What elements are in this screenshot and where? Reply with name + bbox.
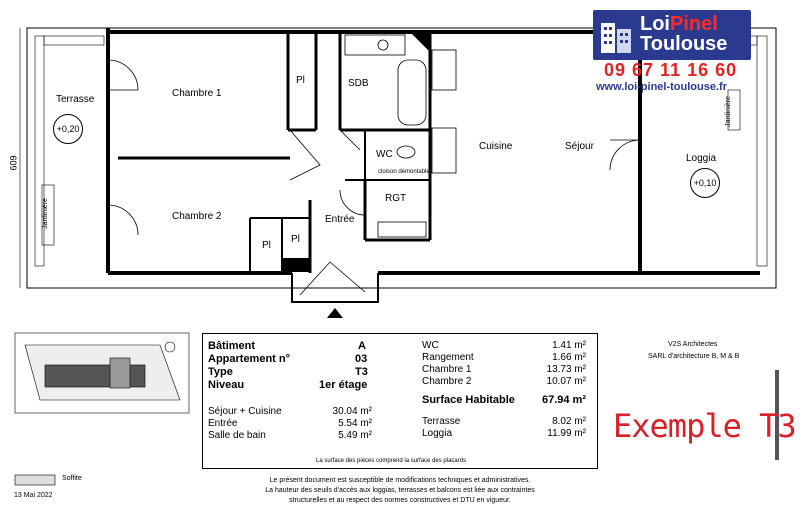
document-date: 13 Mai 2022	[14, 492, 53, 499]
surface-wc-label: WC	[422, 340, 439, 351]
type-label: Type	[208, 366, 233, 378]
disclaimer-line3: structurelles et au respect des normes constructives et DTU en vigueur.	[289, 497, 511, 504]
room-sejour-label: Séjour	[565, 141, 594, 152]
surface-chambre1-label: Chambre 1	[422, 364, 472, 375]
room-loggia-label: Loggia	[686, 153, 717, 164]
surface-chambre1-value: 13.73 m²	[546, 364, 586, 375]
pl-3-label: Pl	[291, 234, 300, 245]
surface-terrasse-value: 8.02 m²	[552, 416, 586, 427]
room-chambre1-label: Chambre 1	[172, 88, 222, 99]
room-cuisine-label: Cuisine	[479, 141, 513, 152]
brand-name	[640, 14, 727, 54]
room-sdb-label: SDB	[348, 78, 369, 89]
surface-wc-value: 1.41 m²	[552, 340, 586, 351]
surface-loggia-label: Loggia	[422, 428, 453, 439]
appartement-value: 03	[355, 353, 368, 365]
room-wc-label: WC	[376, 149, 393, 160]
type-value: T3	[355, 366, 368, 378]
jardiniere-left-label: Jardinière	[41, 198, 49, 229]
batiment-label: Bâtiment	[208, 340, 256, 352]
brand-city: Toulouse	[640, 33, 728, 55]
cloison-label: cloison démontable	[378, 169, 430, 175]
niveau-value: 1er étage	[319, 379, 368, 391]
surface-footnote: La surface des pièces comprend la surface des placards	[316, 458, 467, 464]
brand-part2: Pinel	[670, 13, 718, 35]
surface-chambre2-label: Chambre 2	[422, 376, 472, 387]
niveau-label: Niveau	[208, 379, 245, 391]
jardiniere-right-label: Jardinière	[724, 96, 732, 127]
phone-number[interactable]: 09 67 11 16 60	[604, 60, 738, 80]
dimension-label: 609	[8, 155, 19, 171]
batiment-value: A	[358, 340, 366, 352]
surface-sejour-label: Séjour + Cuisine	[208, 406, 282, 417]
surface-sejour-value: 30.04 m²	[332, 406, 372, 417]
architect-name: V2S Architectes	[668, 341, 718, 348]
brand-part1: Loi	[640, 13, 670, 35]
pl-1-label: Pl	[296, 75, 305, 86]
loggia-level: +0,10	[690, 168, 720, 198]
surface-habitable-label: Surface Habitable	[422, 394, 515, 406]
surface-entree-label: Entrée	[208, 418, 238, 429]
surface-entree-value: 5.54 m²	[338, 418, 372, 429]
building-icon	[597, 15, 635, 55]
surface-rangement-value: 1.66 m²	[552, 352, 586, 363]
surface-chambre2-value: 10.07 m²	[546, 376, 586, 387]
architect-firm: SARL d'architecture B, M & B	[648, 353, 740, 360]
surface-sdb-value: 5.49 m²	[338, 430, 372, 441]
example-stamp: Exemple T3	[613, 407, 796, 445]
surface-rangement-label: Rangement	[422, 352, 474, 363]
surface-habitable-value: 67.94 m²	[541, 394, 586, 406]
terrasse-level: +0,20	[53, 114, 83, 144]
surface-loggia-value: 11.99 m²	[547, 428, 586, 439]
disclaimer-line2: La hauteur des seuils d'accès aux loggias, terrasses et balcons est liée aux contraintes	[265, 487, 535, 494]
room-chambre2-label: Chambre 2	[172, 211, 222, 222]
disclaimer-line1: Le présent document est susceptible de modifications techniques et administratives.	[269, 477, 531, 484]
appartement-label: Appartement n°	[208, 353, 291, 365]
surface-sdb-label: Salle de bain	[208, 430, 266, 441]
pl-2-label: Pl	[262, 240, 271, 251]
room-terrasse-label: Terrasse	[56, 94, 95, 105]
surface-terrasse-label: Terrasse	[422, 416, 461, 427]
room-entree-label: Entrée	[325, 214, 355, 225]
soffite-legend-label: Soffite	[62, 475, 82, 482]
website-link[interactable]: www.loi-pinel-toulouse.fr	[596, 81, 727, 93]
room-rgt-label: RGT	[385, 193, 407, 204]
